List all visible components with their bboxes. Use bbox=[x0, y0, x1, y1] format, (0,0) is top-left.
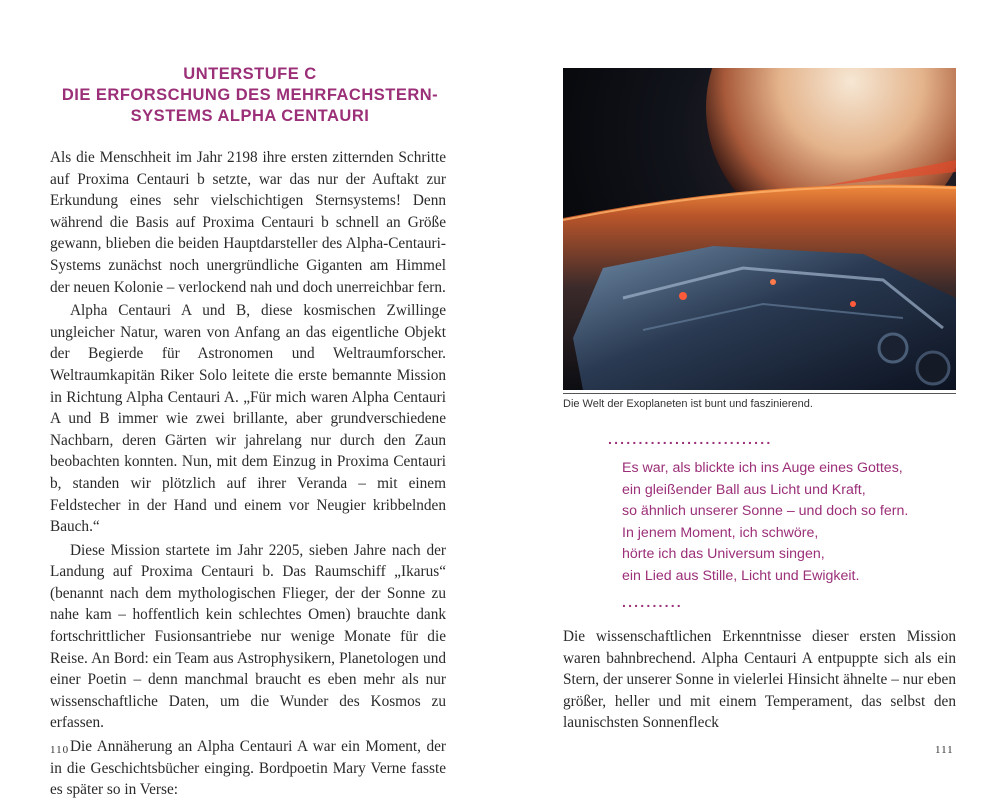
caption-divider bbox=[563, 393, 956, 394]
poem-line: so ähnlich unserer Sonne – und doch so fern. bbox=[622, 503, 909, 519]
image-caption: Die Welt der Exoplaneten ist bunt und faszinierend. bbox=[563, 398, 813, 410]
chapter-title-line: SYSTEMS ALPHA CENTAURI bbox=[130, 107, 370, 125]
paragraph: Als die Menschheit im Jahr 2198 ihre ersten zitternden Schritte auf Proxima Centauri b setzte, war das nur der Auftakt zur Erkundung eines sehr vielschichtigen Sternsystems! Denn während die Basis auf Proxima Centauri b schnell an Größe gewann, blieben die beiden Hauptdarsteller des Alpha-Centauri-Systems zunächst noch unergründliche Giganten am Himmel der neuen Kolonie – verlockend nah und doch unerreichbar fern. bbox=[50, 149, 446, 296]
poem-line: Es war, als blickte ich ins Auge eines Gottes, bbox=[622, 460, 903, 476]
chapter-title-line: UNTERSTUFE C bbox=[183, 65, 317, 83]
poem-line: ein Lied aus Stille, Licht und Ewigkeit. bbox=[622, 567, 860, 584]
chapter-title-line: DIE ERFORSCHUNG DES MEHRFACHSTERN- bbox=[61, 86, 439, 104]
page-number-right: 111 bbox=[935, 744, 954, 756]
ornament-dots-top: ........................... bbox=[608, 431, 773, 447]
paragraph: Die Annäherung an Alpha Centauri A war ein Moment, der in die Geschichtsbücher einging. Bordpoetin Mary Verne fasste es später so in Verse: bbox=[50, 738, 446, 799]
paragraph: Diese Mission startete im Jahr 2205, sieben Jahre nach der Landung auf Proxima Centauri b. Das Raumschiff „Ikarus“ (benannt nach dem mythologischen Flieger, der der Sonne zu nahe kam – hoffentlich kein schlechtes Omen) brauchte dank fortschrittlicher Fusionsantriebe nur wenige Monate für die Reise. An Bord: ein Team aus Astrophysikern, Planetologen und einer Poetin – denn manchmal braucht es eben mehr als nur wissenschaftliche Daten, um die Wunder des Kosmos zu erfassen. bbox=[50, 541, 446, 732]
page-number-left: 110 bbox=[50, 744, 70, 756]
left-body-text bbox=[50, 147, 446, 801]
poem-line: ein gleißender Ball aus Licht und Kraft, bbox=[622, 481, 866, 498]
poem-line: hörte ich das Universum singen, bbox=[622, 546, 825, 562]
spaceship-over-planet-illustration bbox=[563, 68, 956, 390]
ornament-dots-bottom: .......... bbox=[622, 594, 683, 610]
chapter-title bbox=[50, 64, 450, 127]
paragraph: Die wissenschaftlichen Erkenntnisse dieser ersten Mission waren bahnbrechend. Alpha Centauri A entpuppte sich als ein Stern, der unserer Sonne in vielerlei Hinsicht ähnelte – nur eben größer, heller und mit einem Temperament, das selbst den launischsten Sonnenfleck bbox=[563, 628, 956, 732]
poem-block bbox=[622, 458, 942, 587]
right-body-text bbox=[563, 626, 956, 734]
poem-line: In jenem Moment, ich schwöre, bbox=[622, 524, 819, 541]
paragraph: Alpha Centauri A und B, diese kosmischen Zwillinge ungleicher Natur, waren von Anfang an das eigentliche Objekt der Begierde für Astronomen und Weltraumforscher. Weltraumkapitän Riker Solo leitete die erste bemannte Mission in Richtung Alpha Centauri A. „Für mich waren Alpha Centauri A und B immer wie zwei brillante, aber grundverschiedene Nachbarn, deren Gärten wir jahrelang nur durch den Zaun beobachten konnten. Nun, mit dem Einzug in Proxima Centauri b, standen wir plötzlich auf ihrer Veranda – mit einem Feldstecher in der Hand und einem vor Neugier kribbelnden Bauch.“ bbox=[50, 302, 446, 536]
